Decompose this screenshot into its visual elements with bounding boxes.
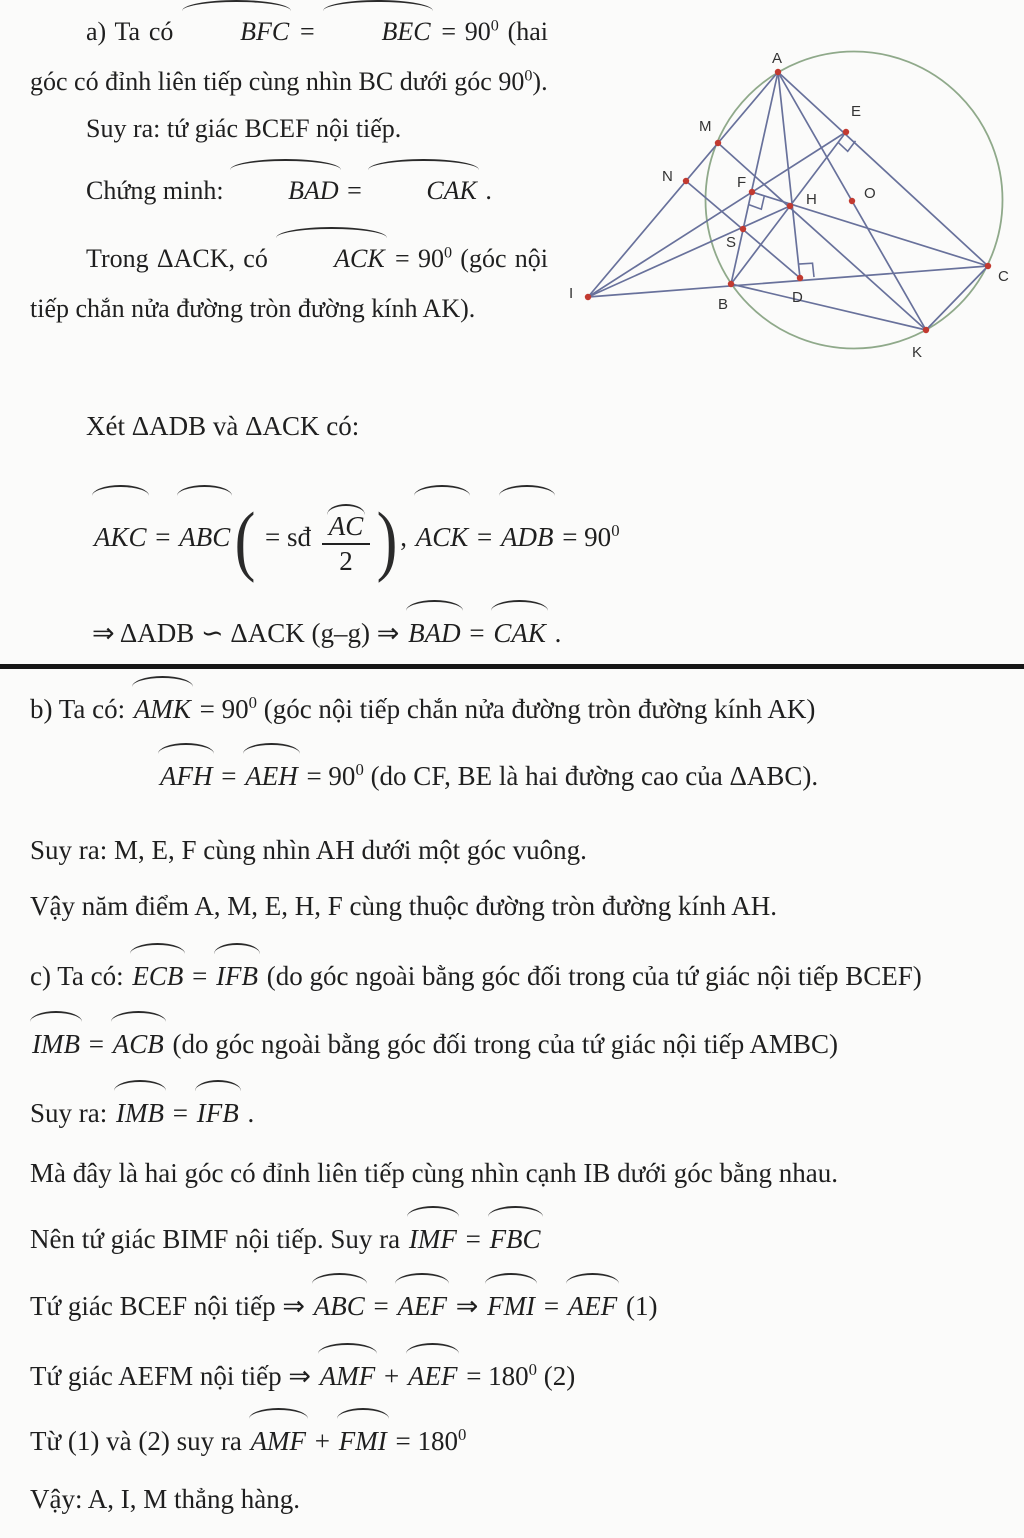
point-I-label: I bbox=[569, 285, 574, 302]
angle-FMI: FMI bbox=[485, 1280, 537, 1332]
point-H-label: H bbox=[806, 191, 817, 208]
point-H-dot bbox=[787, 203, 793, 209]
point-D-label: D bbox=[792, 289, 803, 306]
paragraph-a4: Trong ΔACK, có ACK = $90^0$ (góc nội tiếp chắn nửa đường tròn đường kính AK). bbox=[30, 234, 548, 334]
paragraph-c6: Tứ giác BCEF nội tiếp ⇒ ABC = AEF ⇒ FMI = AEF (1) bbox=[30, 1280, 1005, 1332]
arc-AC: AC bbox=[328, 510, 364, 541]
diagram-svg bbox=[552, 38, 1024, 370]
point-K-dot bbox=[923, 327, 929, 333]
superscript: 0 bbox=[490, 17, 499, 35]
superscript: 0 bbox=[248, 693, 257, 712]
point-K-label: K bbox=[912, 344, 923, 361]
angle-BFC: BFC bbox=[182, 7, 291, 57]
fraction bbox=[322, 503, 371, 577]
angle-CAK: CAK bbox=[368, 166, 479, 216]
point-S-dot bbox=[740, 226, 746, 232]
point-A-dot bbox=[775, 69, 781, 75]
paragraph-a1: a) Ta có BFC = BEC = $90^0$ (hai góc có đỉnh liên tiếp cùng nhìn BC dưới góc $90^0$). bbox=[30, 7, 548, 107]
superscript: 0 bbox=[528, 1360, 538, 1379]
angle-AEF: AEF bbox=[566, 1280, 619, 1332]
paragraph-c9: Vậy: A, I, M thẳng hàng. bbox=[30, 1484, 300, 1514]
angle-AMF: AMF bbox=[249, 1415, 308, 1467]
line-BK bbox=[731, 284, 926, 330]
paragraph-c7: Tứ giác AEFM nội tiếp ⇒ AMF + AEF = $180^0$ (2) bbox=[30, 1350, 1005, 1402]
point-O-label: O bbox=[864, 185, 876, 202]
angle-BAD: BAD bbox=[406, 607, 462, 659]
point-N-label: N bbox=[662, 168, 673, 185]
line-CK bbox=[926, 266, 988, 330]
paragraph-b1: b) Ta có: AMK = $90^0$ (góc nội tiếp chắn nửa đường tròn đường kính AK) bbox=[30, 683, 1005, 735]
point-A-label: A bbox=[772, 50, 783, 67]
section-divider bbox=[0, 664, 1024, 669]
angle-FMI: FMI bbox=[337, 1415, 389, 1467]
angle-ACB: ACB bbox=[111, 1018, 166, 1070]
line-IE bbox=[588, 132, 846, 297]
line-IA bbox=[588, 72, 778, 297]
point-C-label: C bbox=[998, 268, 1009, 285]
point-E-label: E bbox=[851, 103, 862, 120]
paragraph-c3: Suy ra: IMB = IFB . bbox=[30, 1087, 1005, 1139]
paragraph-c8: Từ (1) và (2) suy ra AMF + FMI = $180^0$ bbox=[30, 1415, 1005, 1467]
point-B-dot bbox=[728, 281, 734, 287]
angle-FBC: FBC bbox=[488, 1213, 543, 1265]
angle-ECB: ECB bbox=[130, 950, 185, 1002]
superscript: 0 bbox=[611, 521, 620, 540]
angle-AMK: AMK bbox=[132, 683, 193, 735]
superscript: 0 bbox=[443, 244, 453, 262]
angle-IFB: IFB bbox=[214, 950, 260, 1002]
line-CF bbox=[752, 192, 988, 266]
paragraph-a6: ⇒ ΔADB ∽ ΔACK (g–g) ⇒ BAD = CAK . bbox=[92, 607, 1024, 659]
fraction-denominator: 2 bbox=[339, 545, 353, 576]
paragraph-c2: IMB = ACB (do góc ngoài bằng góc đối trong của tứ giác nội tiếp AMBC) bbox=[30, 1018, 1005, 1070]
superscript: 0 bbox=[355, 760, 364, 779]
paragraph-a3: Chứng minh: BAD = CAK . bbox=[30, 166, 548, 216]
line-AC bbox=[778, 72, 988, 266]
paragraph-b4: Vậy năm điểm A, M, E, H, F cùng thuộc đường tròn đường kính AH. bbox=[30, 891, 778, 921]
point-B-label: B bbox=[718, 296, 729, 313]
paragraph-a2: Suy ra: tứ giác BCEF nội tiếp. bbox=[86, 114, 402, 143]
angle-ABC: ABC bbox=[312, 1280, 367, 1332]
point-D-dot bbox=[797, 275, 803, 281]
point-F-dot bbox=[749, 189, 755, 195]
angle-ACK: ACK bbox=[276, 234, 387, 284]
formula-akc-abc: AKC = ABC( = sđ $\frac{AC}{2}$ ), ACK = ADB = $90^0$ bbox=[92, 492, 1024, 582]
angle-IMB: IMB bbox=[30, 1018, 82, 1070]
point-M-label: M bbox=[699, 118, 712, 135]
point-N-dot bbox=[683, 178, 689, 184]
geometry-diagram bbox=[552, 38, 1024, 370]
angle-IMF: IMF bbox=[407, 1213, 459, 1265]
superscript: 0 bbox=[524, 67, 533, 85]
angle-AKC: AKC bbox=[92, 492, 149, 582]
fraction-numerator bbox=[322, 503, 371, 545]
angle-AFH: AFH bbox=[158, 750, 214, 802]
point-E-dot bbox=[843, 129, 849, 135]
paragraph-c5: Nên tứ giác BIMF nội tiếp. Suy ra IMF = FBC bbox=[30, 1213, 1005, 1265]
superscript: 0 bbox=[458, 1425, 467, 1444]
point-C-dot bbox=[985, 263, 991, 269]
angle-CAK: CAK bbox=[491, 607, 548, 659]
right-angle-at-E bbox=[838, 141, 855, 151]
point-S-label: S bbox=[726, 234, 737, 251]
angle-BAD: BAD bbox=[230, 166, 341, 216]
angle-ACK: ACK bbox=[414, 492, 471, 582]
angle-ABC: ABC bbox=[177, 492, 232, 582]
angle-AEF: AEF bbox=[395, 1280, 448, 1332]
paragraph-b2: AFH = AEH = $90^0$ (do CF, BE là hai đường cao của ΔABC). bbox=[158, 750, 1024, 802]
point-F-label: F bbox=[737, 174, 747, 191]
angle-ADB: ADB bbox=[499, 492, 555, 582]
angle-BEC: BEC bbox=[323, 7, 432, 57]
point-M-dot bbox=[715, 140, 721, 146]
right-angle-at-F bbox=[749, 197, 764, 210]
angle-IMB: IMB bbox=[114, 1087, 166, 1139]
angle-AMF: AMF bbox=[318, 1350, 377, 1402]
paragraph-c1: c) Ta có: ECB = IFB (do góc ngoài bằng góc đối trong của tứ giác nội tiếp BCEF) bbox=[30, 950, 1005, 1002]
point-I-dot bbox=[585, 294, 591, 300]
paragraph-b3: Suy ra: M, E, F cùng nhìn AH dưới một góc vuông. bbox=[30, 835, 587, 865]
paragraph-c4: Mà đây là hai góc có đỉnh liên tiếp cùng nhìn cạnh IB dưới góc bằng nhau. bbox=[30, 1158, 838, 1188]
angle-IFB: IFB bbox=[195, 1087, 241, 1139]
point-O-dot bbox=[849, 198, 855, 204]
angle-AEF: AEF bbox=[406, 1350, 459, 1402]
paragraph-a5: Xét ΔADB và ΔACK có: bbox=[86, 411, 360, 441]
angle-AEH: AEH bbox=[243, 750, 299, 802]
